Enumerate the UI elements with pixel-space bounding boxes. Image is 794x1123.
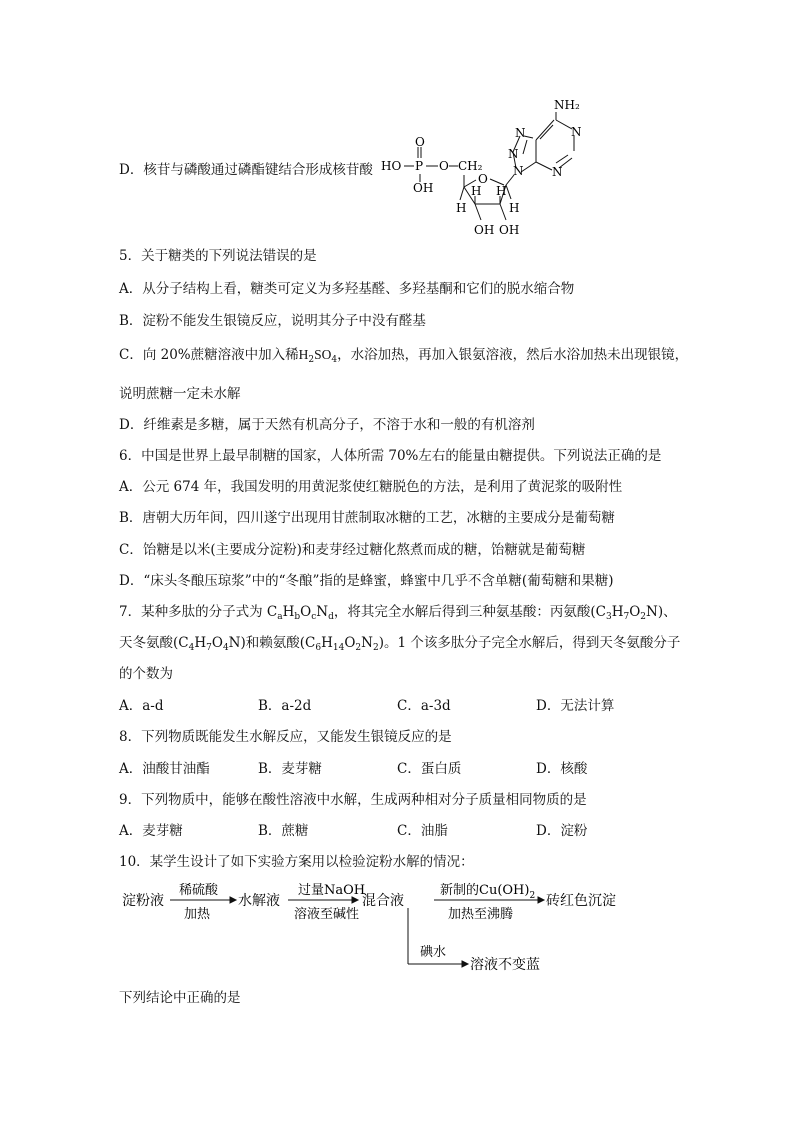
q7-stem: 7．某种多肽的分子式为 $C_aH_bO_cN_d$，将其完全水解后得到三种氨基酸：丙氨酸$(C_3H_7O_2N)$、 xyxy=(119,604,677,622)
mol-n-glyco: N xyxy=(513,164,524,178)
q7-stem-line2: 天冬氨酸$(C_4H_7O_4N)$和赖氨酸$(C_6H_{14}O_2N_2)$。1 个该多肽分子完全水解后，得到天冬氨酸分子 xyxy=(119,635,681,653)
q5-option-a: A．从分子结构上看，糖类可定义为多羟基醛、多羟基酮和它们的脱水缩合物 xyxy=(119,281,575,297)
mol-n-right: N xyxy=(571,125,582,139)
flow-hydrolysate: 水解液 xyxy=(238,893,280,909)
mol-oh-p: OH xyxy=(413,181,434,195)
q8-option-b: B．麦芽糖 xyxy=(258,761,322,777)
q5-option-c: C．向 20%蔗糖溶液中加入稀$H_2SO_4$，水浴加热，再加入银氨溶液，然后水浴加热未出现银镜， xyxy=(119,347,689,365)
q9-option-b: B．蔗糖 xyxy=(258,823,309,839)
q6-option-d: D．“床头冬酿压琼浆”中的“冬酿”指的是蜂蜜，蜂蜜中几乎不含单糖(葡萄糖和果糖) xyxy=(119,573,614,589)
mol-ho: HO xyxy=(381,159,402,173)
q7-option-b: B．a-2d xyxy=(258,698,312,714)
mol-oh-left: OH xyxy=(474,223,495,237)
flow-no-blue: 溶液不变蓝 xyxy=(470,957,540,973)
mol-h1: H xyxy=(456,201,467,215)
q9-option-a: A．麦芽糖 xyxy=(119,823,183,839)
mol-o-ester: O xyxy=(439,159,449,173)
q8-option-a: A．油酸甘油酯 xyxy=(119,761,210,777)
flow-cuoh: 新制的$Cu(OH)_2$ xyxy=(440,883,536,901)
mol-n-top-left: N xyxy=(515,126,526,140)
q7-stem-line3: 的个数为 xyxy=(119,666,173,682)
mol-oh-right: OH xyxy=(499,223,520,237)
experiment-flowchart xyxy=(118,878,638,978)
mol-o-ring: O xyxy=(478,172,488,186)
q10-conclusion: 下列结论中正确的是 xyxy=(119,990,241,1006)
q5-option-c-continued: 说明蔗糖一定未水解 xyxy=(119,386,241,402)
q6-stem: 6．中国是世界上最早制糖的国家，人体所需 70%左右的能量由糖提供。下列说法正确的是 xyxy=(119,448,662,464)
q8-option-c: C．蛋白质 xyxy=(397,761,462,777)
q5-stem: 5．关于糖类的下列说法错误的是 xyxy=(119,248,317,264)
mol-h2: H xyxy=(471,184,482,198)
flow-alkaline: 溶液至碱性 xyxy=(294,907,360,922)
mol-p: P xyxy=(415,159,424,173)
q6-option-a: A．公元 674 年，我国发明的用黄泥浆使红糖脱色的方法，是利用了黄泥浆的吸附性 xyxy=(119,479,623,495)
flow-mixture: 混合液 xyxy=(362,893,404,909)
mol-h4: H xyxy=(509,201,520,215)
mol-ch2: CH₂ xyxy=(458,159,483,173)
q9-stem: 9．下列物质中，能够在酸性溶液中水解，生成两种相对分子质量相同物质的是 xyxy=(119,792,587,808)
mol-n-imid: N xyxy=(508,147,519,161)
q6-option-c: C．饴糖是以米(主要成分淀粉)和麦芽经过糖化熬煮而成的糖，饴糖就是葡萄糖 xyxy=(119,542,586,558)
q5-option-d: D．纤维素是多糖，属于天然有机高分子，不溶于水和一般的有机溶剂 xyxy=(119,417,535,433)
q8-stem: 8．下列物质既能发生水解反应，又能发生银镜反应的是 xyxy=(119,729,452,745)
nucleotide-structure xyxy=(378,92,618,242)
mol-h3: H xyxy=(496,184,507,198)
flow-heat: 加热 xyxy=(184,907,211,922)
q10-stem: 10．某学生设计了如下实验方案用以检验淀粉水解的情况： xyxy=(119,854,474,870)
flow-acid: 稀硫酸 xyxy=(179,883,219,898)
flow-boil: 加热至沸腾 xyxy=(448,907,514,922)
flow-iodine: 碘水 xyxy=(420,945,447,960)
mol-nh2: NH₂ xyxy=(554,98,580,112)
q4-option-d: D．核苷与磷酸通过磷酯键结合形成核苷酸 xyxy=(119,162,373,178)
flow-naoh: 过量NaOH xyxy=(298,883,366,898)
q5-option-b: B．淀粉不能发生银镜反应，说明其分子中没有醛基 xyxy=(119,313,426,329)
q8-option-d: D．核酸 xyxy=(536,761,588,777)
q7-option-c: C．a-3d xyxy=(397,698,451,714)
q7-option-d: D．无法计算 xyxy=(536,698,615,714)
q9-option-d: D．淀粉 xyxy=(536,823,588,839)
flow-precipitate: 砖红色沉淀 xyxy=(546,893,616,909)
q7-option-a: A．a-d xyxy=(119,698,164,714)
flow-starch: 淀粉液 xyxy=(122,893,164,909)
q9-option-c: C．油脂 xyxy=(397,823,448,839)
mol-n-bottom: N xyxy=(552,165,563,179)
q6-option-b: B．唐朝大历年间，四川遂宁出现用甘蔗制取冰糖的工艺，冰糖的主要成分是葡萄糖 xyxy=(119,510,615,526)
mol-o-double: O xyxy=(415,135,425,149)
